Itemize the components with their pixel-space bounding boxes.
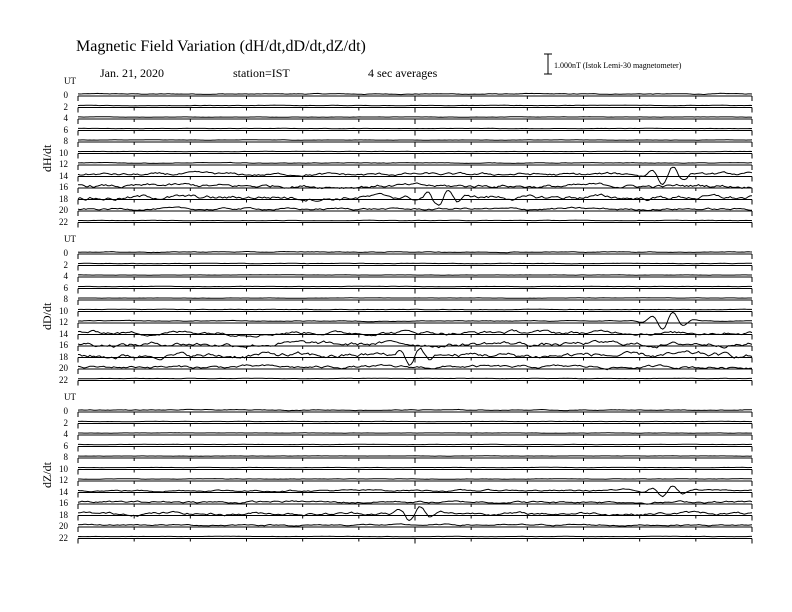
data-trace — [78, 309, 752, 310]
hour-tick-label: 14 — [59, 170, 68, 181]
data-trace — [78, 105, 752, 106]
data-trace — [78, 378, 752, 379]
hour-tick-label: 0 — [63, 406, 68, 416]
station-label: station=IST — [233, 66, 290, 80]
hour-tick-label: 10 — [59, 147, 68, 158]
y-axis-label: dD/dt — [40, 302, 54, 330]
hour-tick-label: 10 — [59, 463, 68, 474]
data-trace — [78, 162, 752, 163]
hour-tick-label: 22 — [59, 216, 68, 227]
hour-tick-label: 6 — [63, 124, 68, 135]
hour-tick-label: 8 — [63, 294, 68, 304]
hour-tick-label: 4 — [63, 271, 68, 281]
data-trace — [78, 128, 752, 129]
data-trace — [78, 467, 752, 468]
hour-tick-label: 22 — [59, 532, 68, 543]
ut-axis-caption: UT — [64, 234, 76, 244]
hour-tick-label: 16 — [59, 182, 68, 192]
hour-tick-label: 18 — [59, 351, 68, 362]
hour-tick-label: 4 — [63, 429, 68, 439]
chart-title: Magnetic Field Variation (dH/dt,dD/dt,dZ/dt) — [76, 38, 366, 55]
data-trace — [78, 151, 752, 152]
hour-tick-label: 0 — [63, 248, 68, 258]
data-trace — [78, 433, 752, 434]
hour-tick-label: 12 — [59, 159, 68, 169]
hour-tick-label: 6 — [63, 282, 68, 293]
data-trace — [78, 117, 752, 118]
hour-tick-label: 0 — [63, 90, 68, 100]
data-trace — [78, 536, 752, 537]
data-trace — [78, 252, 752, 253]
hour-tick-label: 2 — [63, 101, 68, 112]
ut-axis-caption: UT — [64, 392, 76, 402]
ut-axis-caption: UT — [64, 76, 76, 86]
hour-tick-label: 12 — [59, 475, 68, 485]
data-trace — [78, 140, 752, 141]
hour-tick-label: 20 — [59, 205, 68, 215]
hour-tick-label: 2 — [63, 417, 68, 428]
data-trace — [78, 286, 752, 287]
hour-tick-label: 16 — [59, 498, 68, 508]
data-trace — [78, 421, 752, 422]
data-trace — [78, 263, 752, 264]
hour-tick-label: 18 — [59, 509, 68, 520]
hour-tick-label: 2 — [63, 259, 68, 270]
y-axis-label: dZ/dt — [40, 462, 54, 488]
hour-tick-label: 18 — [59, 193, 68, 204]
data-trace — [78, 275, 752, 276]
hour-tick-label: 12 — [59, 317, 68, 327]
data-trace — [78, 207, 752, 211]
data-trace — [78, 220, 752, 221]
hour-tick-label: 14 — [59, 486, 68, 497]
hour-tick-label: 16 — [59, 340, 68, 350]
date-label: Jan. 21, 2020 — [100, 66, 164, 80]
hour-tick-label: 10 — [59, 305, 68, 316]
hour-tick-label: 6 — [63, 440, 68, 451]
hour-tick-label: 4 — [63, 113, 68, 123]
data-trace — [78, 479, 752, 480]
hour-tick-label: 14 — [59, 328, 68, 339]
hour-tick-label: 22 — [59, 374, 68, 385]
averaging-label: 4 sec averages — [368, 66, 438, 80]
hour-tick-label: 8 — [63, 136, 68, 146]
data-trace — [78, 524, 752, 526]
scale-label: 1.000nT (Istok Lemi-30 magnetometer) — [554, 61, 682, 70]
data-trace — [78, 409, 752, 410]
data-trace — [78, 444, 752, 445]
data-trace — [78, 93, 752, 94]
hour-tick-label: 20 — [59, 521, 68, 531]
data-trace — [78, 298, 752, 299]
y-axis-label: dH/dt — [40, 144, 54, 172]
hour-tick-label: 8 — [63, 452, 68, 462]
hour-tick-label: 20 — [59, 363, 68, 373]
